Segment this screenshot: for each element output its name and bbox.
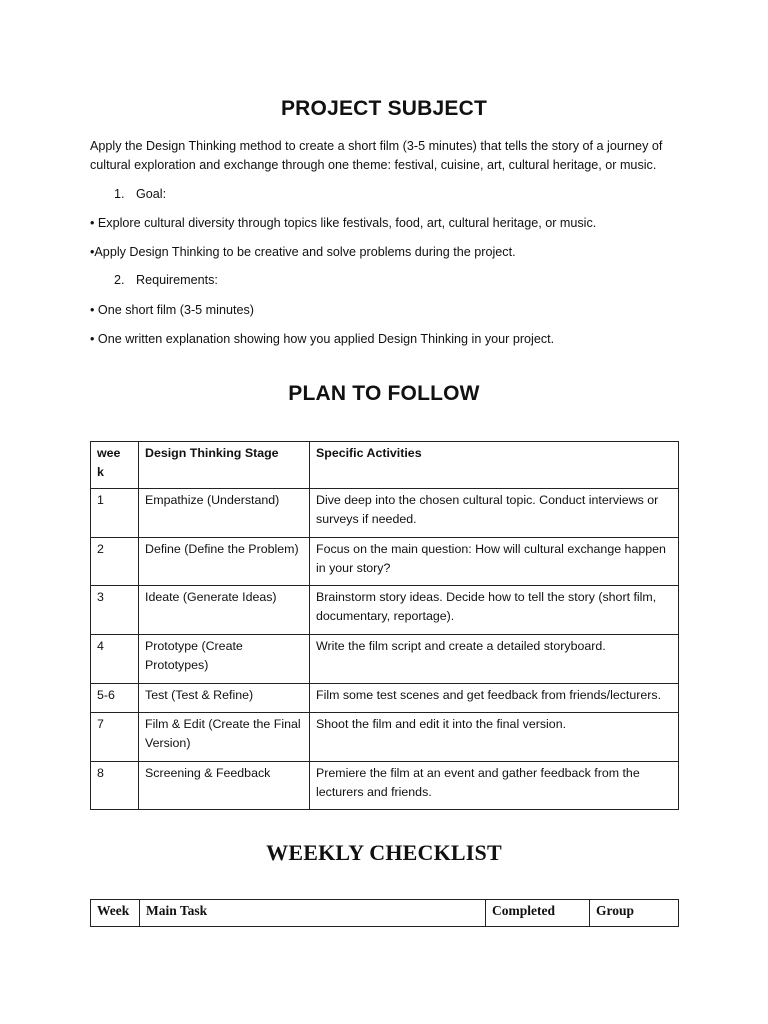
activities-column-header: Specific Activities: [310, 442, 679, 489]
activity-cell: Brainstorm story ideas. Decide how to tell the story (short film, documentary, reportage).: [310, 586, 679, 635]
plan-table: [90, 441, 679, 810]
week-cell: 1: [91, 489, 139, 538]
week-cell: 5-6: [91, 684, 139, 713]
requirements-label: Requirements:: [136, 273, 218, 287]
week-cell: 2: [91, 538, 139, 586]
stage-cell: Screening & Feedback: [139, 762, 310, 810]
goal-number: 1.: [114, 187, 125, 201]
requirement-bullet: • One short film (3-5 minutes): [90, 303, 254, 317]
goal-label: Goal:: [136, 187, 167, 201]
week-cell: 7: [91, 713, 139, 762]
goal-list-item: [114, 185, 166, 204]
weekly-checklist-table: [90, 899, 679, 927]
week-cell: 3: [91, 586, 139, 635]
stage-cell: Prototype (Create Prototypes): [139, 635, 310, 684]
project-intro-paragraph: Apply the Design Thinking method to create a short film (3-5 minutes) that tells the story of a journey of cultural exploration and exchange through one theme: festival, cuisine, art, cultural heritage, or music.: [90, 139, 663, 172]
plan-row: [91, 713, 679, 762]
weekly-checklist-heading: WEEKLY CHECKLIST: [266, 840, 502, 865]
stage-cell: Define (Define the Problem): [139, 538, 310, 586]
stage-cell: Empathize (Understand): [139, 489, 310, 538]
plan-row: [91, 635, 679, 684]
stage-cell: Film & Edit (Create the Final Version): [139, 713, 310, 762]
plan-row: [91, 538, 679, 586]
week-cell: 4: [91, 635, 139, 684]
plan-row: [91, 489, 679, 538]
requirements-list-item: [114, 271, 218, 290]
stage-cell: Test (Test & Refine): [139, 684, 310, 713]
plan-heading: PLAN TO FOLLOW: [288, 382, 480, 405]
activity-cell: Shoot the film and edit it into the final version.: [310, 713, 679, 762]
checklist-header-row: [91, 900, 679, 927]
requirements-number: 2.: [114, 273, 125, 287]
week-column-header: wee k: [91, 442, 139, 489]
checklist-main-task-header: Main Task: [140, 900, 486, 927]
checklist-completed-header: Completed: [486, 900, 590, 927]
goal-bullet: • Explore cultural diversity through topics like festivals, food, art, cultural heritage, or music.: [90, 216, 597, 230]
plan-row: [91, 586, 679, 635]
checklist-week-header: Week: [91, 900, 140, 927]
stage-column-header: Design Thinking Stage: [139, 442, 310, 489]
activity-cell: Write the film script and create a detailed storyboard.: [310, 635, 679, 684]
plan-row: [91, 762, 679, 810]
activity-cell: Film some test scenes and get feedback from friends/lecturers.: [310, 684, 679, 713]
project-subject-heading: PROJECT SUBJECT: [280, 97, 488, 120]
requirement-bullet: • One written explanation showing how you applied Design Thinking in your project.: [90, 332, 555, 346]
week-cell: 8: [91, 762, 139, 810]
plan-header-row: [91, 442, 679, 489]
activity-cell: Dive deep into the chosen cultural topic. Conduct interviews or surveys if needed.: [310, 489, 679, 538]
stage-cell: Ideate (Generate Ideas): [139, 586, 310, 635]
activity-cell: Premiere the film at an event and gather feedback from the lecturers and friends.: [310, 762, 679, 810]
plan-row: [91, 684, 679, 713]
activity-cell: Focus on the main question: How will cultural exchange happen in your story?: [310, 538, 679, 586]
checklist-group-header: Group: [590, 900, 679, 927]
goal-bullet: •Apply Design Thinking to be creative and solve problems during the project.: [90, 245, 516, 259]
